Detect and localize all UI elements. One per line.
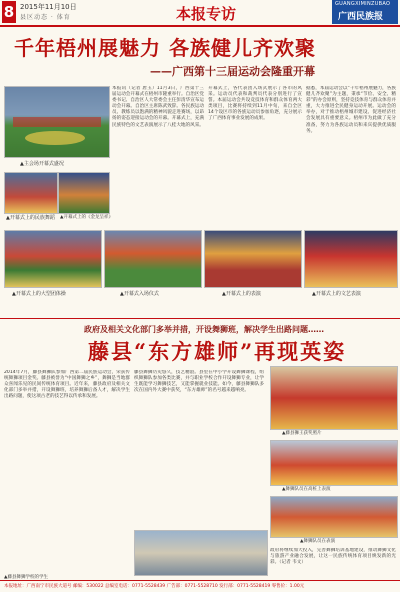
section-tag: 本报专访 bbox=[176, 5, 237, 23]
brand-english: GUANGXIMINZUBAO bbox=[335, 1, 391, 7]
story1-body-right: 据悉，本届运动会以“千年梧州展魅力，各族健儿齐欢聚”为主题，秉承“节俭、安全、精彩”的办会原则，坚持竞技体育与群众体育并重，大力推进全民健身运动开展。运动会的举办，对于推动梧州城市建设、促进经济社会发展具有重要意义。梧州市为此做了充分准备，努力为各族运动员和来宾提供优质服务。 bbox=[306, 86, 396, 134]
photo-school bbox=[134, 530, 268, 576]
caption-stadium: ▲主会场开幕式盛况 bbox=[20, 161, 64, 167]
caption-dance: ▲开幕式上的民族舞蹈 bbox=[6, 215, 55, 221]
caption-lion-show: ▲舞狮队员在表演 bbox=[300, 539, 335, 544]
story1-subhead: ——广西第十三届运动会隆重开幕 bbox=[150, 65, 315, 78]
story2-kicker: 政府及相关文化部门多举并措，开设舞狮班，解决学生出路问题…… bbox=[84, 325, 324, 334]
photo-stadium bbox=[4, 86, 110, 158]
photo-entrance bbox=[104, 230, 202, 288]
caption-entrance: ▲开幕式入场仪式 bbox=[120, 291, 159, 297]
photo-mass-games bbox=[4, 230, 102, 288]
story1-body-mid: 开幕式上，各代表团入场式展示了各市的风采。运动员代表和裁判员代表分别进行了宣誓。本届运动会共设竞技体育和群众体育两大类项目，比赛将持续到11月中旬，来自全区14个设区市的各族运动员参加角逐，充分展示了广西体育事业发展的成果。 bbox=[208, 86, 302, 122]
photo-dragon bbox=[58, 172, 110, 214]
page-number: 8 bbox=[3, 3, 15, 21]
story1-body-left: 本报讯（记者 唐玉）11月3日，广西第十三届运动会开幕式在梧州市隆重举行。自治区党委书记、自治区人大常委会主任彭清华宣布运动会开幕。自治区主席陈武致辞。各民族运动员、教练员以饱满的精神风貌走进赛场，以昂扬的姿态迎接运动会的开幕。开幕式上，充满民族特色的文艺表演展示了八桂大地的风采。 bbox=[112, 86, 204, 128]
photo-high-pole bbox=[270, 440, 398, 486]
photo-performance bbox=[204, 230, 302, 288]
caption-high-pole: ▲舞狮队员在高桩上表演 bbox=[282, 487, 331, 492]
photo-dance bbox=[4, 172, 58, 214]
section-info: 县区动态 · 体育 bbox=[20, 14, 71, 21]
caption-lion-award: ▲藤县狮王获奖照片 bbox=[282, 431, 322, 436]
story2-body-left: 2014年7月，藤县舞狮队参加广西第二届民族运动会，荣获传统舞狮项目金奖。藤县被誉为“中国舞狮之乡”，舞狮是当地群众喜闻乐见的民间传统体育项目。近年来，藤县政府及相关文化部门多举并措，开设舞狮班，培养舞狮后备人才，解决学生出路问题，使这项古老的技艺得以传承和发展。 bbox=[4, 370, 130, 400]
photo-lion-show bbox=[270, 496, 398, 538]
caption-art-show: ▲开幕式上的文艺表演 bbox=[312, 291, 361, 297]
brand-chinese: 广西民族报 bbox=[338, 12, 384, 22]
story1-headline: 千年梧州展魅力 各族健儿齐欢聚 bbox=[14, 36, 316, 60]
newspaper-brand bbox=[332, 0, 398, 24]
caption-dragon: ▲开幕式上的《金龙呈祥》 bbox=[60, 215, 113, 220]
header-divider bbox=[0, 25, 400, 27]
caption-mass-games: ▲开幕式上的大型团体操 bbox=[12, 291, 66, 297]
caption-school: ▲藤县舞狮学校的学生 bbox=[4, 575, 48, 580]
photo-art-show bbox=[304, 230, 398, 288]
story2-headline: 藤县“东方雄师”再现英姿 bbox=[88, 339, 347, 364]
story2-body-mid: 藤县舞狮历史悠久，技艺精湛。县里在中小学开设舞狮课程，组织舞狮队参加各类比赛，并与职业学校合作开设舞狮专业，让学生既能学习舞狮技艺，又能掌握就业技能。如今，藤县舞狮队多次在国内外大赛中获奖，“东方雄师”的名号越来越响亮。 bbox=[134, 370, 264, 394]
story-divider bbox=[0, 318, 400, 319]
footer: 本报地址：广西南宁市民族大道号 邮编：530022 总编室电话：0771-5528439 广告部：0771-5528710 发行部：0771-5528419 零售价：1.00元 bbox=[0, 580, 400, 592]
story2-body-right: 政府将继续加大投入，完善舞狮培训基地建设，推动舞狮文化与旅游产业融合发展，让这一民族传统体育项目焕发新的光彩。（记者 韦文） bbox=[270, 548, 396, 566]
caption-performance: ▲开幕式上的表演 bbox=[222, 291, 261, 297]
issue-date: 2015年11月10日 bbox=[20, 3, 77, 11]
photo-lion-award bbox=[270, 366, 398, 430]
masthead bbox=[0, 0, 400, 26]
